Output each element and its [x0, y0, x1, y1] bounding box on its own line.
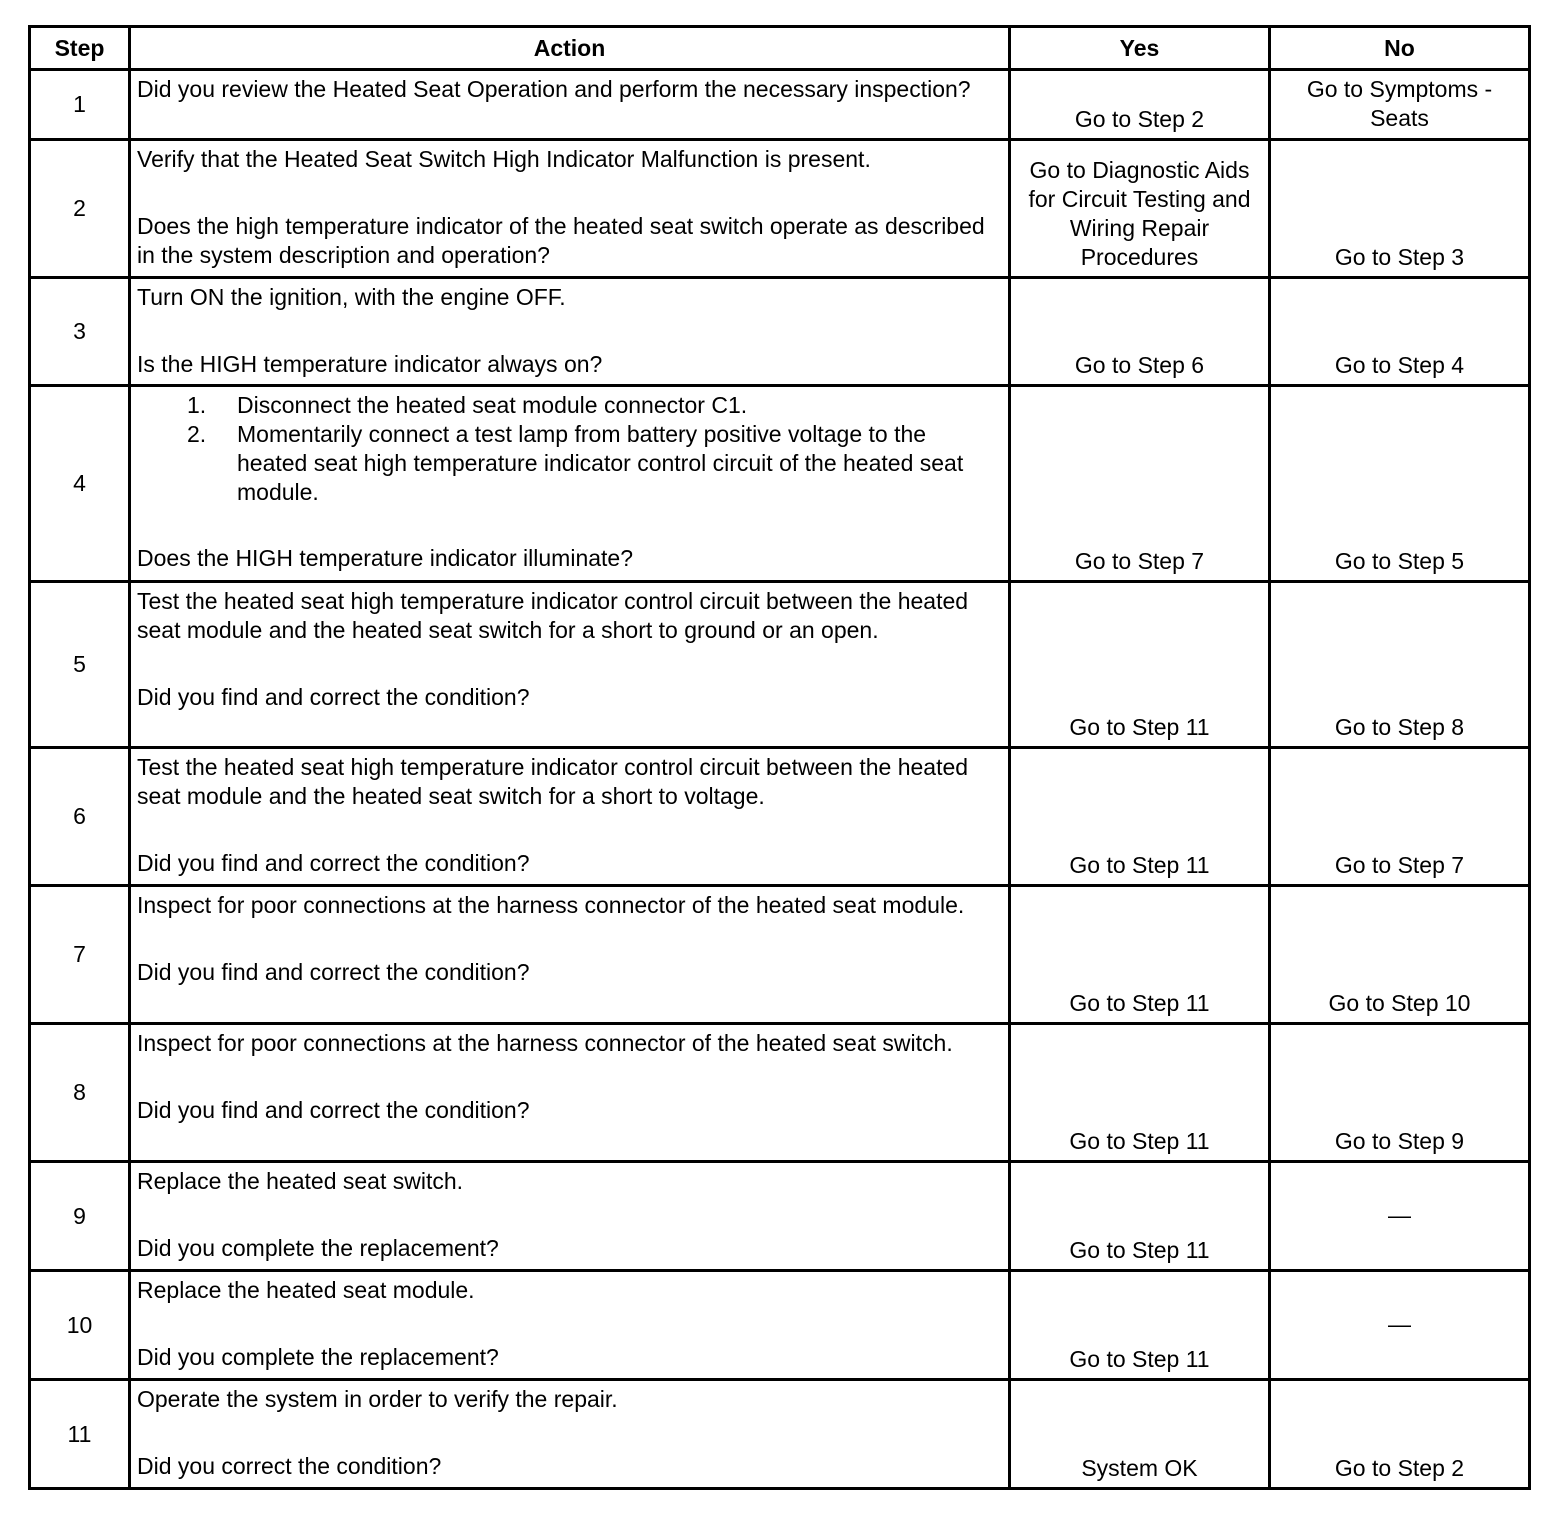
no-cell: Go to Step 10 — [1270, 886, 1530, 1024]
action-cell — [130, 748, 1010, 886]
step-number: 11 — [30, 1380, 130, 1489]
no-cell: Go to Step 4 — [1270, 278, 1530, 386]
action-question: Did you complete the replacement? — [137, 1344, 499, 1370]
procedure-item — [187, 391, 1000, 420]
step-number: 6 — [30, 748, 130, 886]
yes-cell: Go to Step 11 — [1010, 1024, 1270, 1162]
table-row — [30, 70, 1530, 140]
action-cell — [130, 386, 1010, 582]
yes-cell: System OK — [1010, 1380, 1270, 1489]
yes-cell: Go to Step 2 — [1010, 70, 1270, 140]
action-cell — [130, 582, 1010, 748]
action-instruction: Turn ON the ignition, with the engine OFF. — [137, 284, 566, 310]
action-question: Does the HIGH temperature indicator illuminate? — [137, 545, 634, 571]
no-cell: Go to Symptoms - Seats — [1270, 70, 1530, 140]
no-cell: Go to Step 2 — [1270, 1380, 1530, 1489]
no-cell: — — [1270, 1162, 1530, 1271]
action-question: Did you find and correct the condition? — [137, 684, 530, 710]
action-instruction: Operate the system in order to verify the repair. — [137, 1386, 618, 1412]
procedure-item — [187, 420, 1000, 507]
action-question: Is the HIGH temperature indicator always on? — [137, 351, 603, 377]
header-no: No — [1270, 27, 1530, 70]
action-cell — [130, 1162, 1010, 1271]
yes-cell: Go to Step 7 — [1010, 386, 1270, 582]
table-row — [30, 1380, 1530, 1489]
step-number: 3 — [30, 278, 130, 386]
step-number: 8 — [30, 1024, 130, 1162]
action-question: Did you find and correct the condition? — [137, 850, 530, 876]
step-number: 9 — [30, 1162, 130, 1271]
step-number: 10 — [30, 1271, 130, 1380]
action-cell — [130, 70, 1010, 140]
table-row — [30, 386, 1530, 582]
no-cell: — — [1270, 1271, 1530, 1380]
header-yes: Yes — [1010, 27, 1270, 70]
procedure-item-number: 1. — [187, 392, 207, 418]
yes-cell: Go to Diagnostic Aids for Circuit Testing and Wiring Repair Procedures — [1010, 140, 1270, 278]
table-row — [30, 278, 1530, 386]
no-cell: Go to Step 8 — [1270, 582, 1530, 748]
procedure-item-text: Disconnect the heated seat module connector C1. — [237, 392, 748, 418]
procedure-list — [137, 391, 1000, 507]
table-row — [30, 886, 1530, 1024]
header-action: Action — [130, 27, 1010, 70]
table-row — [30, 582, 1530, 748]
action-instruction: Test the heated seat high temperature indicator control circuit between the heated seat module and the heated seat switch for a short to voltage. — [137, 754, 969, 809]
yes-cell: Go to Step 11 — [1010, 886, 1270, 1024]
yes-cell: Go to Step 6 — [1010, 278, 1270, 386]
no-cell: Go to Step 7 — [1270, 748, 1530, 886]
no-cell: Go to Step 5 — [1270, 386, 1530, 582]
action-instruction: Replace the heated seat switch. — [137, 1168, 464, 1194]
action-question: Did you correct the condition? — [137, 1453, 442, 1479]
table-row — [30, 1024, 1530, 1162]
action-instruction: Verify that the Heated Seat Switch High Indicator Malfunction is present. — [137, 146, 871, 172]
action-cell — [130, 1024, 1010, 1162]
header-row — [30, 27, 1530, 70]
action-cell — [130, 278, 1010, 386]
action-question: Did you find and correct the condition? — [137, 959, 530, 985]
procedure-item-text: Momentarily connect a test lamp from battery positive voltage to the heated seat high temperature indicator control circuit of the heated seat module. — [237, 421, 964, 505]
action-question: Did you review the Heated Seat Operation and perform the necessary inspection? — [137, 76, 971, 102]
action-question: Does the high temperature indicator of the heated seat switch operate as described in the system description and operation? — [137, 213, 985, 268]
procedure-item-number: 2. — [187, 421, 207, 447]
step-number: 2 — [30, 140, 130, 278]
action-cell — [130, 140, 1010, 278]
yes-cell: Go to Step 11 — [1010, 582, 1270, 748]
action-cell — [130, 886, 1010, 1024]
action-instruction: Inspect for poor connections at the harness connector of the heated seat switch. — [137, 1030, 953, 1056]
action-question: Did you find and correct the condition? — [137, 1097, 530, 1123]
yes-cell: Go to Step 11 — [1010, 1162, 1270, 1271]
no-cell: Go to Step 9 — [1270, 1024, 1530, 1162]
diagnostic-table — [28, 25, 1531, 1490]
step-number: 1 — [30, 70, 130, 140]
action-cell — [130, 1271, 1010, 1380]
step-number: 5 — [30, 582, 130, 748]
table-row — [30, 1271, 1530, 1380]
step-number: 7 — [30, 886, 130, 1024]
yes-cell: Go to Step 11 — [1010, 1271, 1270, 1380]
table-row — [30, 140, 1530, 278]
table-row — [30, 1162, 1530, 1271]
table-row — [30, 748, 1530, 886]
action-instruction: Replace the heated seat module. — [137, 1277, 475, 1303]
no-cell: Go to Step 3 — [1270, 140, 1530, 278]
action-instruction: Inspect for poor connections at the harness connector of the heated seat module. — [137, 892, 965, 918]
action-cell — [130, 1380, 1010, 1489]
yes-cell: Go to Step 11 — [1010, 748, 1270, 886]
action-question: Did you complete the replacement? — [137, 1235, 499, 1261]
action-instruction: Test the heated seat high temperature indicator control circuit between the heated seat module and the heated seat switch for a short to ground or an open. — [137, 588, 969, 643]
header-step: Step — [30, 27, 130, 70]
step-number: 4 — [30, 386, 130, 582]
